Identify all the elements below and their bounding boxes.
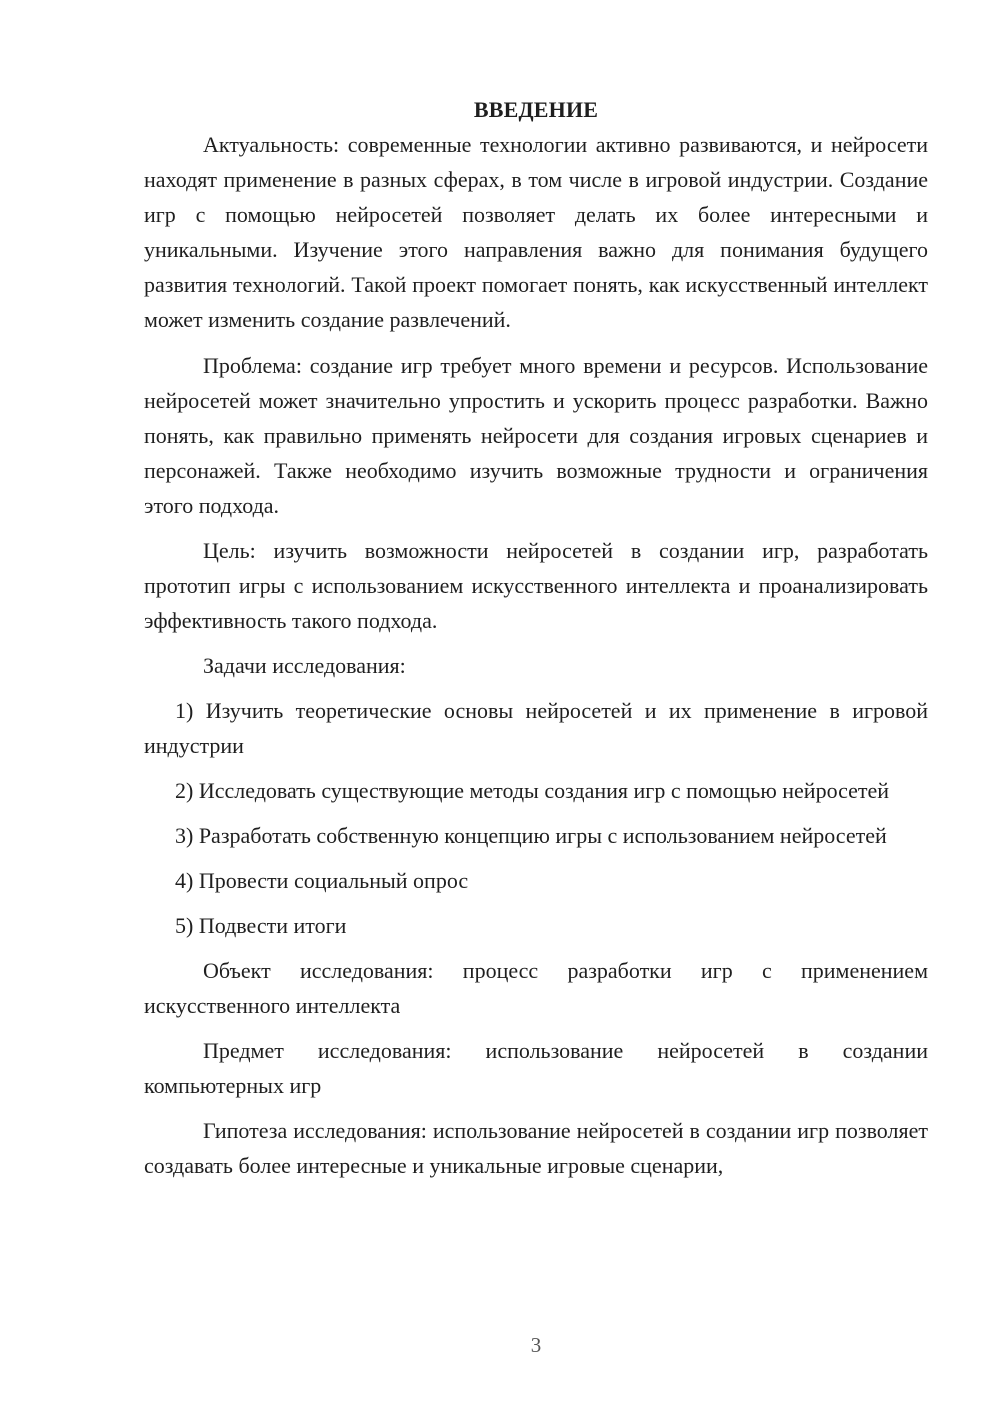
page-number: 3 (530, 1333, 542, 1357)
section-heading: ВВЕДЕНИЕ (473, 97, 599, 122)
tasks-title: Задачи исследования: (203, 653, 406, 678)
task-item-1: 1) Изучить теоретические основы нейросетей и их применение в игровой индустрии (144, 698, 928, 758)
object-paragraph: Объект исследования: процесс разработки игр с применением искусственного интеллекта (144, 958, 928, 1018)
task-item-2: 2) Исследовать существующие методы создания игр с помощью нейросетей (175, 778, 890, 803)
problem-paragraph: Проблема: создание игр требует много времени и ресурсов. Использование нейросетей может значительно упростить и ускорить процесс разработки. Важно понять, как правильно применять нейросети для создания игровых сценариев и персонажей. Также необходимо изучить возможные трудности и ограничения этого подхода. (144, 353, 928, 518)
hypothesis-paragraph: Гипотеза исследования: использование нейросетей в создании игр позволяет создавать более интересные и уникальные игровые сценарии, (144, 1118, 928, 1178)
goal-paragraph: Цель: изучить возможности нейросетей в создании игр, разработать прототип игры с использованием искусственного интеллекта и проанализировать эффективность такого подхода. (144, 538, 928, 633)
subject-paragraph: Предмет исследования: использование нейросетей в создании компьютерных игр (144, 1038, 928, 1098)
relevance-paragraph: Актуальность: современные технологии активно развиваются, и нейросети находят применение в разных сферах, в том числе в игровой индустрии. Создание игр с помощью нейросетей позволяет делать их более интересными и уникальными. Изучение этого направления важно для понимания будущего развития технологий. Такой проект помогает понять, как искусственный интеллект может изменить создание развлечений. (144, 132, 928, 332)
page-content (144, 92, 928, 1193)
task-item-3: 3) Разработать собственную концепцию игры с использованием нейросетей (175, 823, 887, 848)
task-item-5: 5) Подвести итоги (175, 913, 347, 938)
task-item-4: 4) Провести социальный опрос (175, 868, 469, 893)
